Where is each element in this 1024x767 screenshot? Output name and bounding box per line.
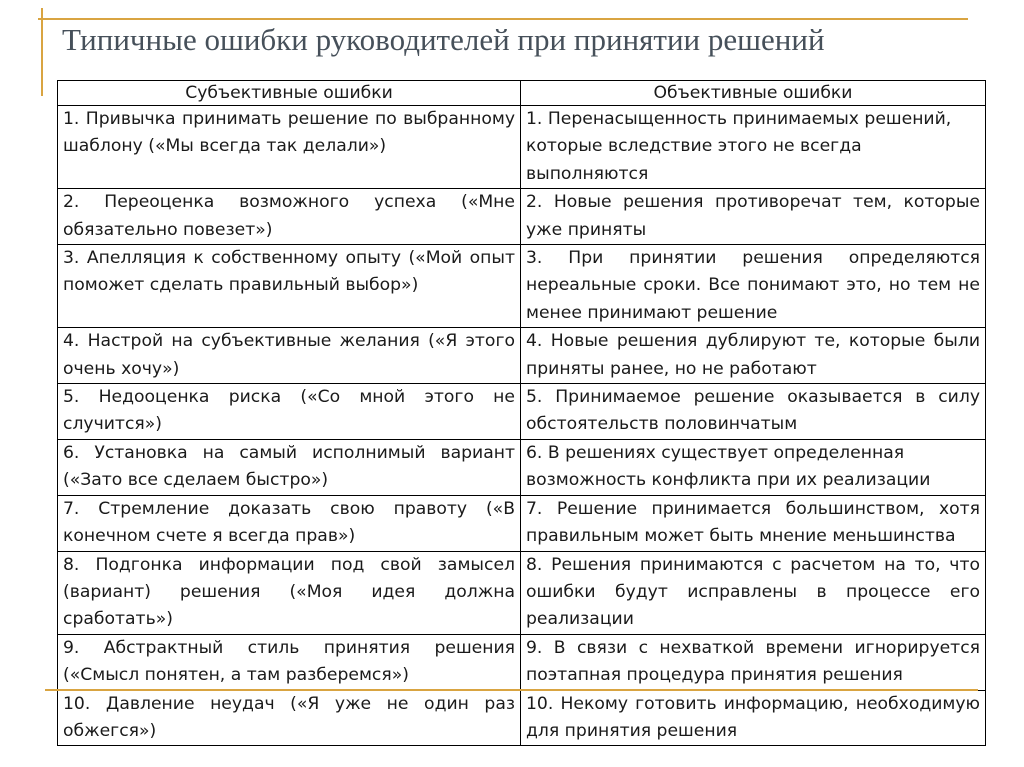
table-row: [58, 690, 986, 746]
objective-cell: 10. Некому готовить информацию, необходимую для принятия решения: [521, 690, 986, 746]
table-row: [58, 328, 986, 384]
header-objective: Объективные ошибки: [521, 81, 986, 106]
subjective-cell: 3. Апелляция к собственному опыту («Мой опыт поможет сделать правильный выбор»): [58, 245, 521, 328]
objective-cell: 9. В связи с нехваткой времени игнорируется поэтапная процедура принятия решения: [521, 634, 986, 690]
subjective-cell: 5. Недооценка риска («Со мной этого не случится»): [58, 384, 521, 440]
decorative-left-line: [41, 8, 43, 96]
decorative-bottom-line: [45, 689, 978, 691]
header-subjective: Субъективные ошибки: [58, 81, 521, 106]
subjective-cell: 10. Давление неудач («Я уже не один раз обжегся»): [58, 690, 521, 746]
errors-table-container: [57, 80, 985, 746]
objective-cell: 6. В решениях существует определенная возможность конфликта при их реализации: [521, 439, 986, 495]
table-row: [58, 245, 986, 328]
subjective-cell: 9. Абстрактный стиль принятия решения («Смысл понятен, а там разберемся»): [58, 634, 521, 690]
table-row: [58, 439, 986, 495]
slide-title: Типичные ошибки руководителей при принятии решений: [62, 22, 825, 57]
table-row: [58, 189, 986, 245]
table-row: [58, 634, 986, 690]
table-header-row: [58, 81, 986, 106]
objective-cell: 2. Новые решения противоречат тем, которые уже приняты: [521, 189, 986, 245]
subjective-cell: 1. Привычка принимать решение по выбранному шаблону («Мы всегда так делали»): [58, 106, 521, 189]
subjective-cell: 4. Настрой на субъективные желания («Я этого очень хочу»): [58, 328, 521, 384]
subjective-cell: 8. Подгонка информации под свой замысел (вариант) решения («Моя идея должна сработать»): [58, 551, 521, 634]
decorative-top-line: [38, 18, 968, 20]
objective-cell: 8. Решения принимаются с расчетом на то, что ошибки будут исправлены в процессе его реализации: [521, 551, 986, 634]
objective-cell: 7. Решение принимается большинством, хотя правильным может быть мнение меньшинства: [521, 495, 986, 551]
table-row: [58, 384, 986, 440]
table-row: [58, 495, 986, 551]
table-row: [58, 106, 986, 189]
objective-cell: 5. Принимаемое решение оказывается в силу обстоятельств половинчатым: [521, 384, 986, 440]
subjective-cell: 7. Стремление доказать свою правоту («В конечном счете я всегда прав»): [58, 495, 521, 551]
subjective-cell: 2. Переоценка возможного успеха («Мне обязательно повезет»): [58, 189, 521, 245]
table-row: [58, 551, 986, 634]
objective-cell: 3. При принятии решения определяются нереальные сроки. Все понимают это, но тем не менее принимают решение: [521, 245, 986, 328]
objective-cell: 1. Перенасыщенность принимаемых решений, которые вследствие этого не всегда выполняются: [521, 106, 986, 189]
errors-table: [57, 80, 986, 746]
objective-cell: 4. Новые решения дублируют те, которые были приняты ранее, но не работают: [521, 328, 986, 384]
subjective-cell: 6. Установка на самый исполнимый вариант («Зато все сделаем быстро»): [58, 439, 521, 495]
